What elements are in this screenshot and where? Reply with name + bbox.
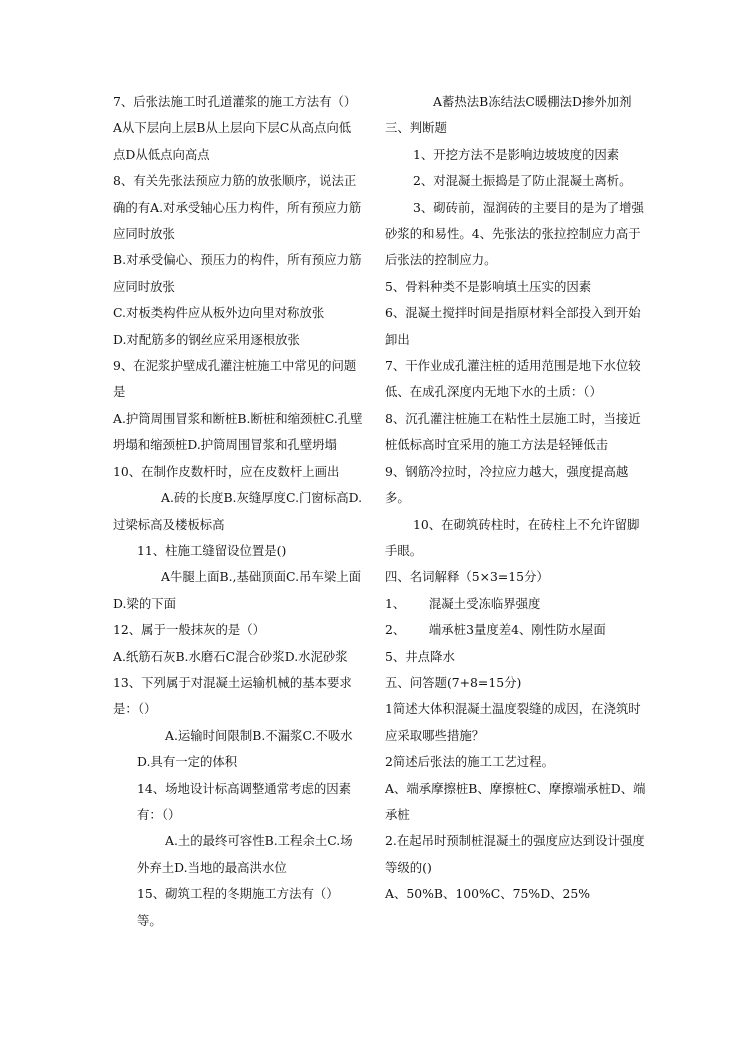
judgement-2: 2、对混凝土振捣是了防止混凝土离析。 [413, 173, 632, 189]
question-7-options: A从下层向上层B从上层向下层C从高点向低点D从低点向高点 [113, 120, 352, 162]
question-11-options: A牛腿上面B.,基础顶面C.吊车梁上面D.梁的下面 [113, 569, 361, 611]
question-8-option-b: B.对承受偏心、预压力的构件，所有预应力筋应同时放张 [113, 252, 362, 294]
question-8: 8、有关先张法预应力筋的放张顺序，说法正确的有A.对承受轴心压力构件，所有预应力筋应同时放张 [113, 173, 362, 242]
term-1: 1、 混凝土受冻临界强度 [385, 595, 541, 611]
judgement-9: 9、钢筋冷拉时，冷拉应力越大，强度提高越多。 [385, 463, 629, 506]
judgement-6: 6、混凝土搅拌时间是指原材料全部投入到开始卸出 [385, 305, 641, 347]
question-7: 7、后张法施工时孔道灌浆的施工方法有（） [113, 94, 357, 109]
question-14: 14、场地设计标高调整通常考虑的因素有：（） [137, 780, 352, 822]
left-column [113, 89, 363, 934]
pile-options: A、端承摩擦桩B、摩擦桩C、摩擦端承桩D、端承桩 [385, 780, 646, 822]
question-13: 13、下列属于对混凝土运输机械的基本要求是：（） [113, 674, 352, 717]
question-8-option-d: D.对配筋多的钢丝应采用逐根放张 [113, 331, 300, 347]
question-10: 10、在制作皮数杆时，应在皮数杆上画出 [113, 463, 340, 479]
judgement-3-4: 3、砌砖前，湿润砖的主要目的是为了增强砂浆的和易性。4、先张法的张拉控制应力高于后张法的控制应力。 [385, 199, 644, 268]
question-13-options: A.运输时间限制B.不漏浆C.不吸水D.具有一定的体积 [137, 727, 353, 770]
question-11: 11、柱施工缝留设位置是() [137, 542, 287, 558]
question-14-options: A.土的最终可容性B.工程余土C.场外弃土D.当地的最高洪水位 [137, 833, 353, 875]
question-9: 9、在泥浆护壁成孔灌注桩施工中常见的问题是 [113, 358, 357, 400]
term-2-4: 2、 端承桩3量度差4、刚性防水屋面 [385, 622, 606, 638]
question-15: 15、砌筑工程的冬期施工方法有（）等。 [137, 886, 339, 928]
judgement-10: 10、在砌筑砖柱时，在砖柱上不允许留脚手眼。 [385, 516, 640, 558]
question-10-options: A.砖的长度B.灰缝厚度C.门窗标高D.过梁标高及楼板标高 [113, 490, 363, 532]
qa-2: 2简述后张法的施工工艺过程。 [385, 754, 554, 770]
question-9-options: A.护筒周围冒浆和断桩B.断桩和缩颈桩C.孔壁坍塌和缩颈桩D.护筒周围冒浆和孔壁坍塌 [113, 410, 363, 453]
qa-1: 1简述大体积混凝土温度裂缝的成因，在浇筑时应采取哪些措施？ [385, 701, 641, 743]
section-3-heading: 三、判断题 [385, 120, 447, 136]
term-5: 5、井点降水 [385, 648, 455, 664]
question-15-options: A蓄热法B冻结法C暖棚法D掺外加剂 [433, 94, 632, 109]
question-8-option-c: C.对板类构件应从板外边向里对称放张 [113, 305, 325, 321]
section-4-heading: 四、名词解释（5×3=15分） [385, 569, 549, 585]
question-lift-strength: 2.在起吊时预制桩混凝土的强度应达到设计强度等级的() [385, 833, 645, 875]
question-12-options: A.纸筋石灰B.水磨石C混合砂浆D.水泥砂浆 [113, 648, 348, 664]
judgement-5: 5、骨料种类不是影响填土压实的因素 [385, 278, 592, 294]
judgement-8: 8、沉孔灌注桩施工在粘性土层施工时，当接近桩低标高时宜采用的施工方法是轻锤低击 [385, 410, 641, 453]
judgement-7: 7、干作业成孔灌注桩的适用范围是地下水位较低、在成孔深度内无地下水的土质：（） [385, 358, 641, 400]
right-column [385, 89, 647, 908]
section-5-heading: 五、问答题(7+8=15分) [385, 674, 522, 690]
question-lift-strength-options: A、50%B、100%C、75%D、25% [385, 886, 591, 902]
judgement-1: 1、开挖方法不是影响边坡坡度的因素 [413, 146, 620, 162]
question-12: 12、属于一般抹灰的是（） [113, 622, 266, 638]
